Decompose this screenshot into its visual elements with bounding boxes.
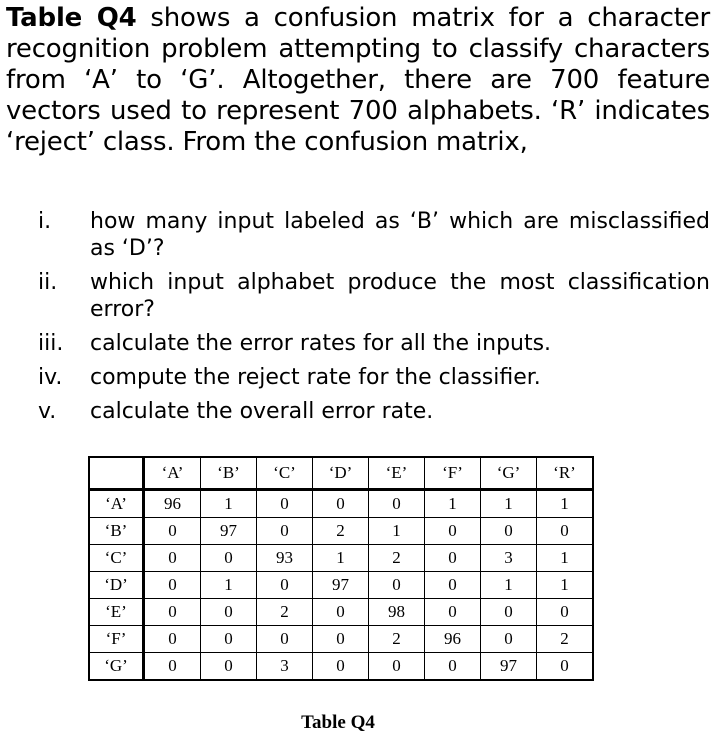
table-cell: 2 [369, 626, 425, 653]
table-cell: 0 [257, 518, 313, 545]
table-cell: 2 [313, 518, 369, 545]
table-cell: 2 [257, 599, 313, 626]
table-cell: 1 [537, 545, 592, 572]
intro-paragraph [6, 3, 710, 158]
table-cell: 96 [425, 626, 481, 653]
column-header: ‘E’ [369, 458, 425, 491]
table-cell: 0 [201, 545, 257, 572]
row-header: ‘C’ [90, 545, 145, 572]
table-cell: 0 [481, 626, 537, 653]
table-cell: 0 [481, 518, 537, 545]
table-cell: 1 [201, 491, 257, 518]
table-cell: 0 [313, 626, 369, 653]
table-cell: 0 [481, 599, 537, 626]
table-header-row [90, 458, 592, 491]
table-row [90, 626, 592, 653]
table-row [90, 491, 592, 518]
table-cell: 1 [369, 518, 425, 545]
table-cell: 96 [145, 491, 201, 518]
table-caption: Table Q4 [301, 712, 375, 733]
table-cell: 0 [201, 653, 257, 679]
row-header: ‘E’ [90, 599, 145, 626]
table-cell: 1 [537, 491, 592, 518]
row-header: ‘G’ [90, 653, 145, 679]
table-cell: 0 [145, 545, 201, 572]
table-reference: Table Q4 [6, 3, 137, 33]
table-cell: 0 [560, 656, 569, 675]
table-cell: 0 [425, 653, 481, 679]
table-cell: 1 [481, 491, 537, 518]
question-item [38, 364, 710, 391]
question-number: i. [38, 209, 52, 234]
table-cell: 0 [313, 599, 369, 626]
table-cell: 0 [369, 653, 425, 679]
table-cell: 0 [313, 653, 369, 679]
table-cell: 0 [201, 626, 257, 653]
question-number: ii. [38, 270, 58, 295]
table-cell: 0 [257, 491, 313, 518]
table-cell: 0 [537, 599, 592, 626]
question-text: which input alphabet produce the most classification error? [90, 270, 710, 322]
table-row [90, 599, 592, 626]
table-cell: 1 [481, 572, 537, 599]
confusion-matrix-table [88, 456, 594, 681]
question-item [38, 330, 710, 357]
column-header: ‘C’ [257, 458, 313, 491]
question-item [38, 269, 710, 323]
table-cell: 0 [425, 545, 481, 572]
table-cell: 1 [537, 572, 592, 599]
row-header: ‘A’ [90, 491, 145, 518]
table-cell: 0 [425, 572, 481, 599]
question-text: calculate the error rates for all the inputs. [90, 331, 552, 356]
column-header: ‘G’ [481, 458, 537, 491]
row-header: ‘D’ [90, 572, 145, 599]
table-cell: 0 [145, 653, 201, 679]
table-cell: 97 [201, 518, 257, 545]
table-cell: 1 [313, 545, 369, 572]
question-item [38, 398, 710, 425]
table-cell: 98 [369, 599, 425, 626]
table-cell: 0 [425, 518, 481, 545]
table-cell: 97 [313, 572, 369, 599]
intro-text: shows a confusion matrix for a character recognition problem attempting to classify characters from ‘A’ to ‘G’. Altogether, there are 700 feature vectors used to represent 700 alphabets. ‘R’ indicates ‘reject’ class. From the confusion matrix, [6, 3, 710, 157]
table-cell: 3 [481, 545, 537, 572]
question-text: compute the reject rate for the classifier. [90, 365, 541, 390]
table-row [90, 545, 592, 572]
question-text: calculate the overall error rate. [90, 399, 434, 424]
table-cell: 1 [201, 572, 257, 599]
table-cell: 0 [537, 518, 592, 545]
question-list [38, 208, 710, 432]
table-cell: 0 [145, 599, 201, 626]
table-cell: 0 [369, 491, 425, 518]
table-row [90, 653, 592, 679]
row-header: ‘B’ [90, 518, 145, 545]
table-cell: 2 [537, 626, 592, 653]
question-text: how many input labeled as ‘B’ which are misclassified as ‘D’? [90, 209, 710, 261]
table-cell: 0 [257, 626, 313, 653]
table-cell: 0 [425, 599, 481, 626]
column-header: ‘F’ [425, 458, 481, 491]
row-header: ‘F’ [90, 626, 145, 653]
table-cell: 0 [145, 572, 201, 599]
table-cell: 97 [481, 653, 537, 679]
question-number: v. [38, 399, 57, 424]
question-number: iii. [38, 331, 64, 356]
table-row [90, 572, 592, 599]
table-cell: 93 [257, 545, 313, 572]
table-cell: 0 [257, 572, 313, 599]
table-cell: 0 [145, 518, 201, 545]
question-item [38, 208, 710, 262]
column-header: ‘A’ [145, 458, 201, 491]
table-cell: 0 [369, 572, 425, 599]
column-header: ‘R’ [537, 458, 592, 491]
table-cell: 1 [425, 491, 481, 518]
table-corner-cell [90, 458, 145, 491]
question-number: iv. [38, 365, 63, 390]
table-row [90, 518, 592, 545]
column-header: ‘D’ [313, 458, 369, 491]
table-cell: 2 [369, 545, 425, 572]
column-header: ‘B’ [201, 458, 257, 491]
table-cell: 0 [145, 626, 201, 653]
table-cell: 0 [201, 599, 257, 626]
table-cell: 3 [257, 653, 313, 679]
table-cell: 0 [313, 491, 369, 518]
